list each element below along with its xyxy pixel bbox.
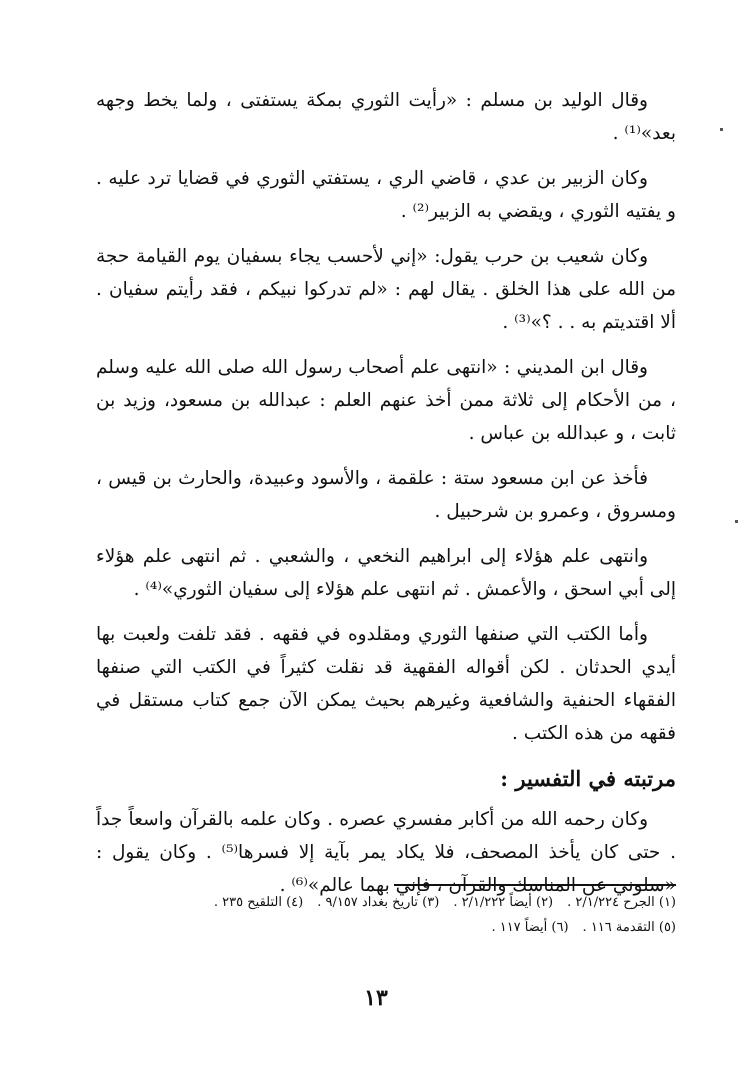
- paragraph: وكان شعيب بن حرب يقول: «إني لأحسب يجاء بسفيان يوم القيامة حجة من الله على هذا الخلق . يقال لهم : «لم تدركوا نبيكم ، فقد رأيتم سفيان . ألا اقتديتم به . . ؟»⁽³⁾ .: [96, 246, 676, 333]
- footnote-divider: [394, 884, 676, 886]
- footnotes: [96, 890, 676, 940]
- section-heading: مرتبته في التفسير :: [500, 766, 676, 791]
- paragraph: وقال ابن المديني : «انتهى علم أصحاب رسول الله صلى الله عليه وسلم ، من الأحكام إلى ثلاثة ممن أخذ عنهم العلم : عبدالله بن مسعود، وزيد بن ثابت ، و عبدالله بن عباس .: [96, 357, 676, 444]
- paragraph: وأما الكتب التي صنفها الثوري ومقلدوه في فقهه . فقد تلفت ولعبت بها أيدي الحدثان . لكن أقواله الفقهية قد نقلت كثيراً في الكتب التي صنفها الفقهاء الحنفية والشافعية وغيرهم بحيث يمكن الآن جمع كتاب مستقل في فقهه من هذه الكتب .: [96, 624, 676, 744]
- main-text: [96, 84, 676, 914]
- footnote: (٦) أيضاً ١١٧ .: [491, 920, 569, 935]
- footnote: (٢) أيضاً ٢/١/٢٢٢ .: [453, 895, 554, 910]
- page-number: ١٣: [364, 985, 388, 1011]
- scan-speck: [735, 520, 738, 523]
- footnote: (٥) التقدمة ١١٦ .: [582, 920, 676, 935]
- scan-speck: [720, 128, 723, 131]
- footnote-row: [96, 890, 676, 915]
- paragraph: فأخذ عن ابن مسعود ستة : علقمة ، والأسود وعبيدة، والحارث بن قيس ، ومسروق ، وعمرو بن شرحبيل .: [96, 468, 676, 522]
- paragraph: وكان الزبير بن عدي ، قاضي الري ، يستفتي الثوري في قضايا ترد عليه . و يفتيه الثوري ، ويقضي به الزبير⁽²⁾ .: [96, 168, 676, 222]
- paragraph: وانتهى علم هؤلاء إلى ابراهيم النخعي ، والشعبي . ثم انتهى علم هؤلاء إلى أبي اسحق ، والأعمش . ثم انتهى علم هؤلاء إلى سفيان الثوري»⁽⁴⁾ .: [96, 546, 676, 600]
- footnote-row: [96, 915, 676, 940]
- footnote: (٣) تاريخ بغداد ٩/١٥٧ .: [317, 895, 440, 910]
- footnote: (١) الجرح ٢/١/٢٢٤ .: [567, 895, 676, 910]
- paragraph: وكان رحمه الله من أكابر مفسري عصره . وكان علمه بالقرآن واسعاً جداً . حتى كان يأخذ المصحف، فلا يكاد يمر بآية إلا فسرها⁽⁵⁾ . وكان يقول : «سلوني عن المناسك والقرآن ، فإني بهما عالم»⁽⁶⁾ .: [96, 809, 676, 896]
- footnote: (٤) التلقيح ٢٣٥ .: [213, 895, 304, 910]
- paragraph: وقال الوليد بن مسلم : «رأيت الثوري بمكة يستفتى ، ولما يخط وجهه بعد»⁽¹⁾ .: [96, 90, 676, 144]
